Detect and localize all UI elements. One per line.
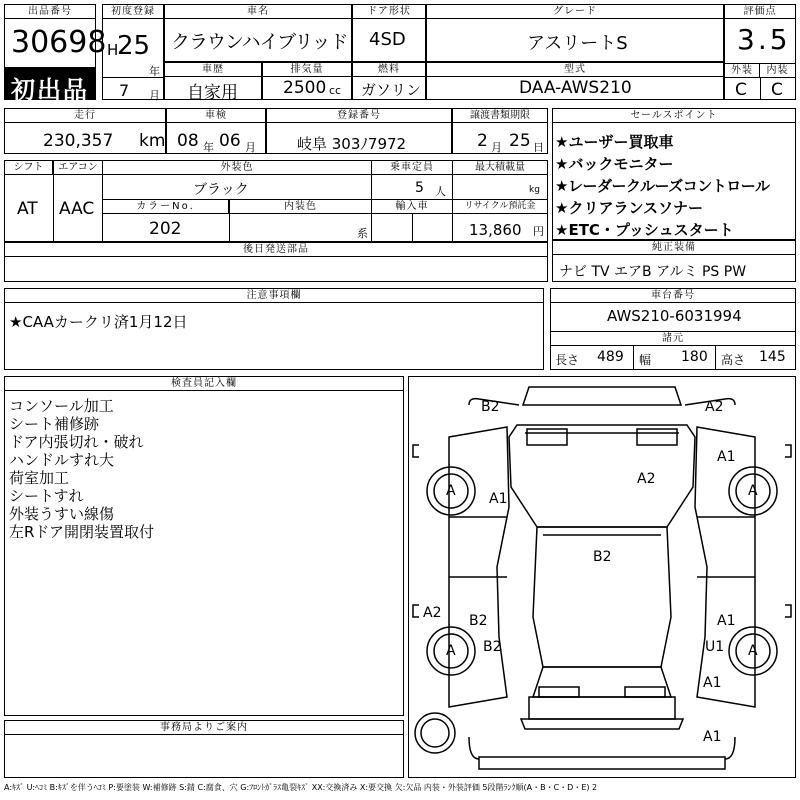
width: 180 [681,349,708,365]
first-reg-label: 初度登録 [103,5,163,19]
reg-year: 25 [117,31,151,61]
recycle-unit: 円 [533,225,544,238]
displacement-box [262,62,352,100]
lot-no: 30698 [11,25,107,60]
mark-right-front-fender: A1 [717,449,736,465]
mark-trunk-right: A1 [703,675,722,691]
length: 489 [597,349,624,365]
exterior-grade: C [735,80,747,100]
inspector-line: 左Rドア開閉装置取付 [9,523,154,541]
color-no: 202 [149,219,182,239]
import-label: 輸入車 [372,200,452,214]
width-label: 幅 [639,353,652,367]
fuel-label: 燃料 [353,63,425,77]
ext-color: ブラック [193,182,249,198]
lot-no-label: 出品番号 [5,5,95,19]
later-parts-label: 後日発送部品 [5,243,547,257]
reg-month: 7 [119,81,130,100]
door-box [352,4,426,62]
mark-tire-fl: A [446,483,456,499]
plate-box [266,108,452,154]
inspection-year: 08 [177,131,199,151]
mark-left-rear-quarter: A2 [423,605,442,621]
inspector-box [4,376,404,716]
inspector-line: ハンドルすれ大 [9,451,115,469]
office-box [4,720,404,778]
sales-point-item: ★クリアランスソナー [555,199,703,217]
mileage-box [4,108,166,154]
score-box [724,4,796,100]
first-listing-text: 初出品 [11,76,89,104]
inspection-year-unit: 年 [203,141,214,154]
specs-label: 諸元 [551,331,795,346]
inspection-month: 06 [219,131,241,151]
chassis-label: 車台番号 [551,289,795,303]
capacity: 5 [415,180,424,196]
mark-roof: B2 [593,549,612,565]
transfer-month: 2 [477,131,488,151]
sales-point-item: ★レーダークルーズコントロール [555,177,770,195]
damage-diagram [408,376,796,778]
mark-hood: A2 [637,471,656,487]
door-label: ドア形状 [353,5,425,19]
length-label: 長さ [555,353,580,367]
mark-tire-rr: A [748,643,758,659]
mark-tire-fr: A [748,483,758,499]
sales-point-item: ★バックモニター [555,155,674,173]
reg-month-unit: 月 [149,89,160,102]
capacity-label: 乗車定員 [372,161,452,175]
mark-front-bumper-right: A2 [705,399,724,415]
score: 3.5 [737,23,791,56]
sales-point-item: ★ETC・プッシュスタート [555,221,734,239]
mark-front-bumper-left: B2 [481,399,500,415]
inspection-box [166,108,266,154]
height: 145 [759,349,786,365]
grade: アスリートS [527,33,628,54]
height-label: 高さ [721,353,746,367]
max-load-unit: kg [529,185,540,195]
car-name-label: 車名 [165,5,351,19]
fuel: ガソリン [361,81,422,99]
ac-label: エアコン [54,161,102,175]
footer-legend: A:ｷｽﾞ U:ﾍｺﾐ B:ｷｽﾞを伴うﾍｺﾐ P:要塗装 W:補修跡 S:錆 C:腐食、穴 G:ﾌﾛﾝﾄｶﾞﾗｽ亀裂ｷｽﾞ XX:交換済み X:要交換 欠:欠品 内装・外装評価 5段階ﾗﾝｸ順(A・B・C・D・E) 2 [4,783,598,792]
grade-label: グレード [427,5,723,19]
shift: AT [17,199,38,219]
ext-color-label: 外装色 [103,161,371,175]
grade-box [426,4,724,62]
later-parts-box [4,242,548,282]
interior-label: 内装 [760,64,795,78]
mark-tire-rl: A [446,643,456,659]
recycle-label: リサイクル預託金 [453,200,547,214]
sales-points-label: セールスポイント [553,109,795,123]
history-box [164,62,262,103]
era: H [107,41,119,59]
mileage-unit: km [139,131,166,151]
mark-right-rear-door: A1 [717,613,736,629]
capacity-unit: 人 [435,185,446,198]
mark-rear-left-quarter: B2 [483,639,502,655]
int-color-label: 内装色 [230,200,371,214]
chassis-number: AWS210-6031994 [607,307,742,325]
office-label: 事務局よりご案内 [5,721,403,735]
first-listing-badge [4,68,96,104]
color-no-label: カラーNo. [103,200,229,214]
mileage: 230,357 [43,131,114,151]
equipment-label: 純正装備 [553,241,795,255]
mileage-label: 走行 [5,109,165,123]
model-box [426,62,724,100]
inspector-line: 外装うすい線傷 [9,505,115,523]
displacement-unit: cc [329,84,342,97]
transfer-day-unit: 日 [533,141,544,154]
int-color-unit: 系 [357,227,368,240]
plate: 岐阜 303ﾉ7972 [297,135,407,153]
notes-label: 注意事項欄 [5,289,543,303]
plate-label: 登録番号 [267,109,451,123]
transfer-month-unit: 月 [491,141,502,154]
displacement: 2500 [283,78,327,98]
car-name: クラウンハイブリッド [171,31,348,53]
car-outline [409,377,795,777]
lot-no-box [4,4,107,68]
mark-left-rear-door: B2 [469,613,488,629]
mark-rear-bumper: A1 [703,729,722,745]
equipment-box [552,240,796,282]
sales-points-box [552,108,796,240]
inspector-line: コンソール加工 [9,397,114,415]
transfer-label: 譲渡書類期限 [453,109,547,123]
inspector-line: 荷室加工 [9,469,70,487]
inspector-line: シートすれ [9,487,84,505]
history: 自家用 [187,83,238,103]
car-name-box [164,4,352,62]
inspector-line: ドア内張切れ・破れ [9,433,144,451]
reg-year-unit: 年 [149,65,160,78]
mark-left-front-fender: A1 [489,491,508,507]
recycle: 13,860 [469,221,522,239]
chassis-box [550,288,796,370]
spec-grid [4,160,548,242]
history-label: 車歴 [165,63,261,77]
inspection-label: 車検 [167,109,265,123]
door-type: 4SD [369,29,406,50]
max-load-label: 最大積載量 [453,161,547,175]
inspection-month-unit: 月 [245,141,256,154]
displacement-label: 排気量 [263,63,351,77]
first-reg-box [102,4,164,100]
inspector-line: シート補修跡 [9,415,100,433]
mark-right-rear-quarter: U1 [705,639,725,655]
notes-text: ★CAAカークリ済1月12日 [9,313,188,331]
ac: AAC [59,199,95,219]
fuel-box [352,62,426,100]
shift-label: シフト [5,161,53,175]
interior-grade: C [771,80,783,100]
transfer-day: 25 [509,131,531,151]
model-label: 型式 [427,63,723,77]
sales-point-item: ★ユーザー買取車 [555,133,674,151]
equipment: ナビ TV エアB アルミ PS PW [559,264,747,280]
score-label: 評価点 [725,5,795,19]
transfer-box [452,108,548,154]
exterior-label: 外装 [725,64,760,78]
model: DAA-AWS210 [519,78,632,98]
notes-box [4,288,544,370]
inspector-label: 検査員記入欄 [5,377,403,391]
